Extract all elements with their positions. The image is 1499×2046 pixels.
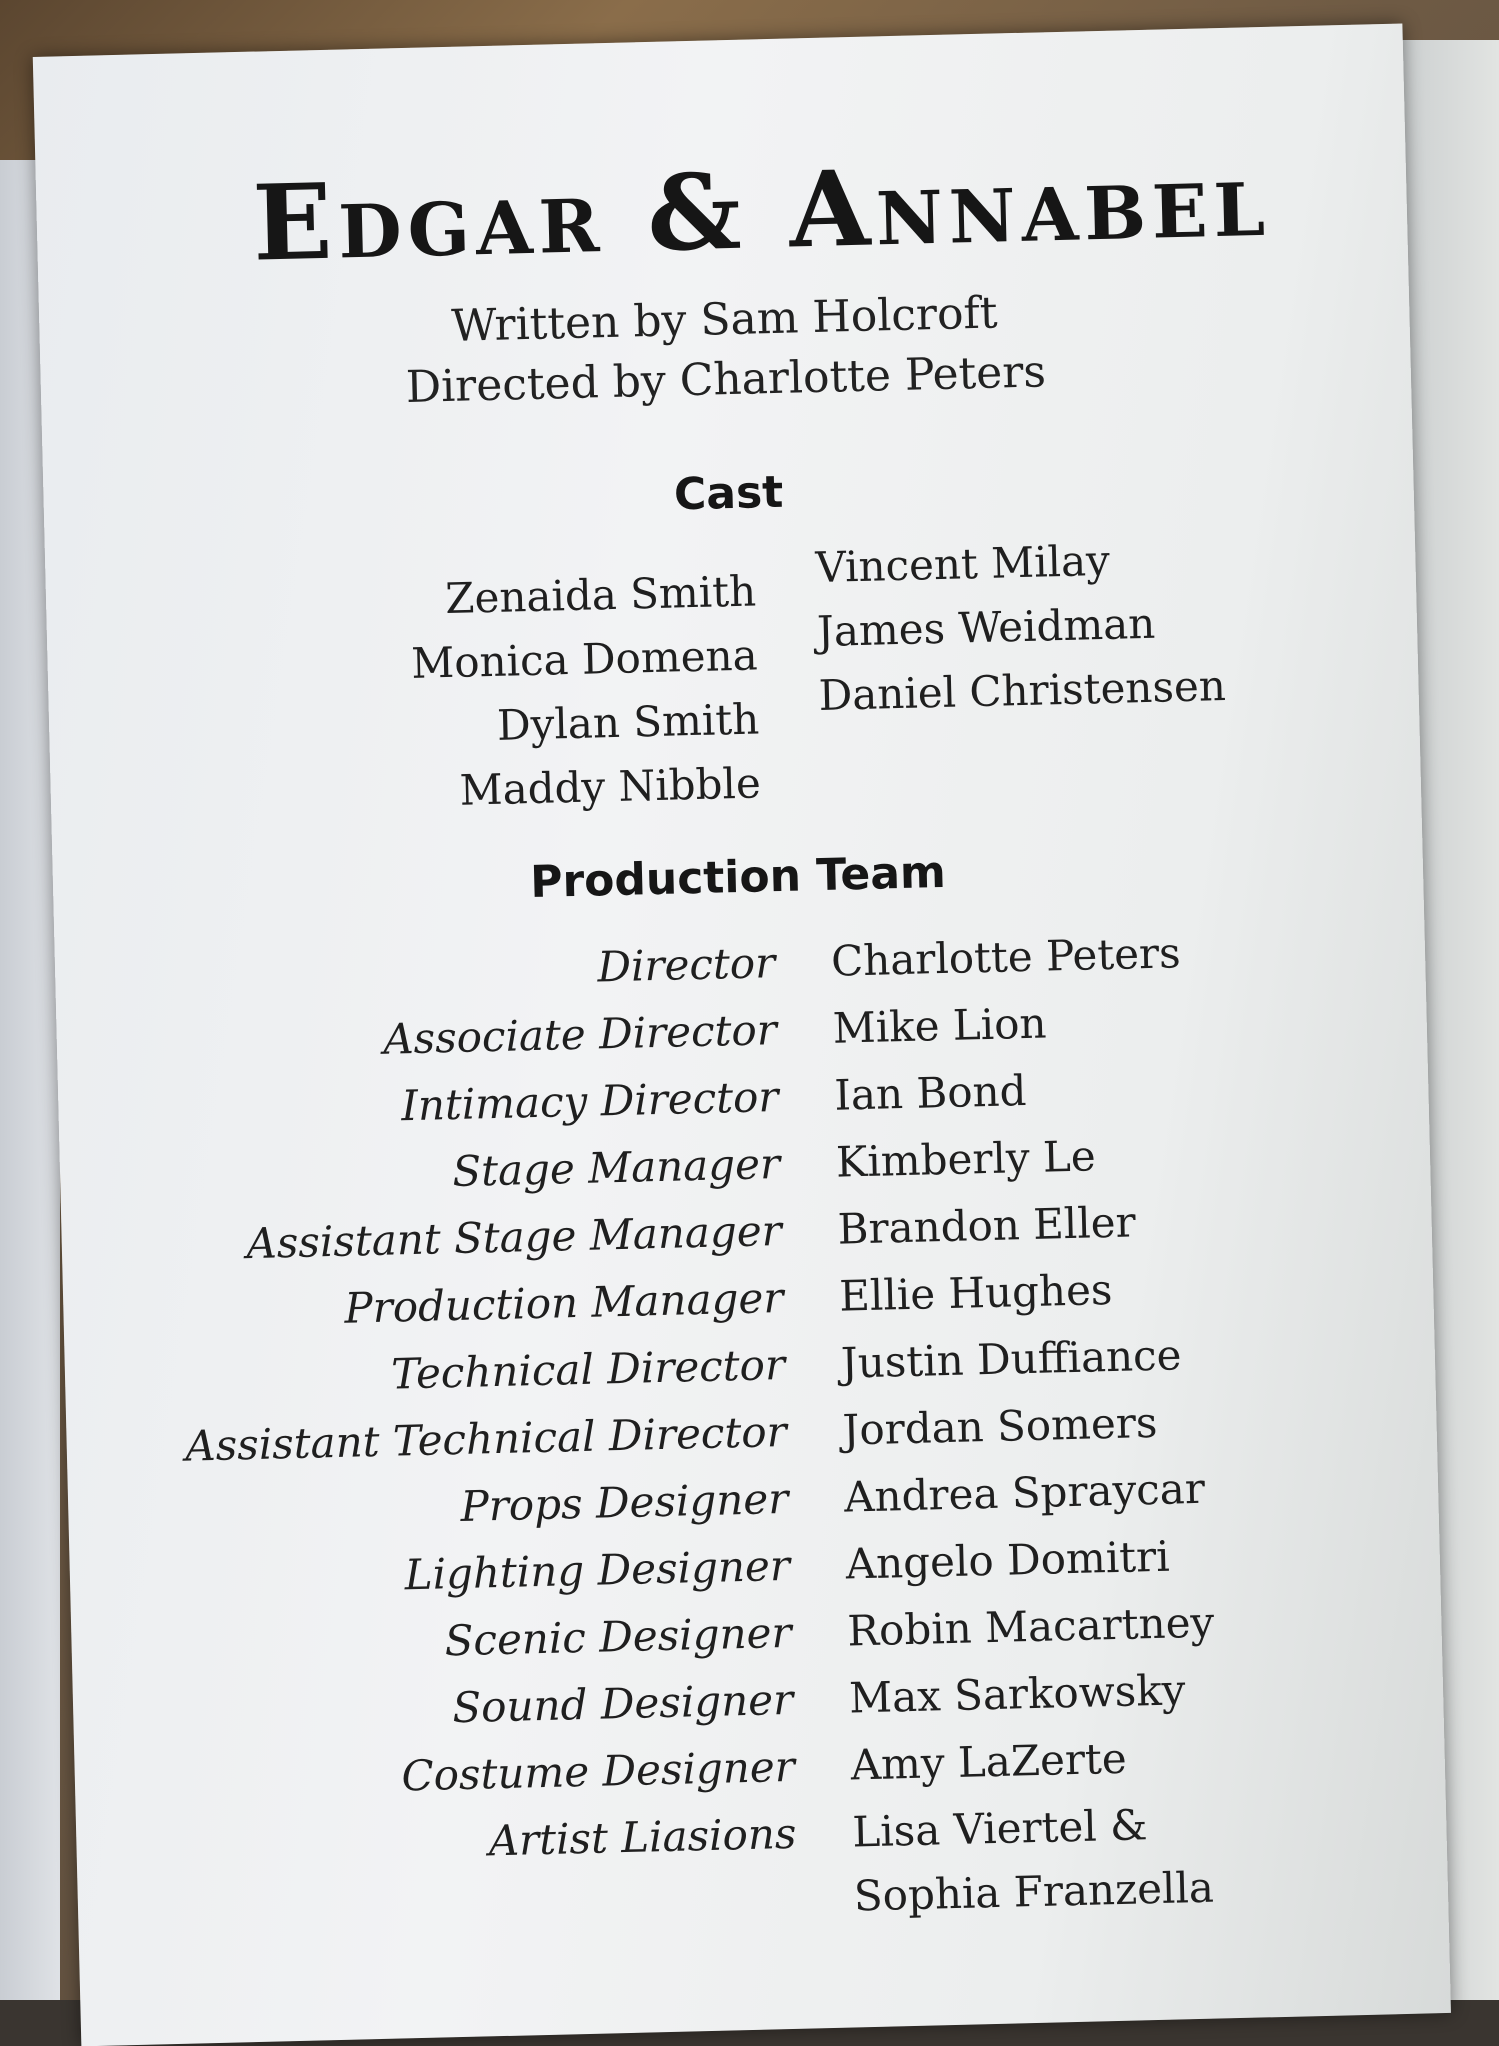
cast-member: Monica Domena (410, 630, 759, 688)
production-team-heading: Production Team (529, 846, 947, 909)
team-member (830, 916, 1391, 994)
team-role: Artist Liasions (488, 1808, 797, 1866)
cast-member: Zenaida Smith (444, 566, 757, 624)
team-member-name: Ian Bond (833, 1066, 1028, 1120)
team-member (845, 1519, 1406, 1597)
team-role: Sound Designer (451, 1674, 794, 1733)
team-role: Technical Director (390, 1339, 786, 1399)
team-member (852, 1787, 1415, 1929)
team-member-name: Lisa Viertel & (851, 1800, 1149, 1857)
cast-member: Daniel Christensen (817, 661, 1227, 720)
cast-member: Dylan Smith (496, 694, 760, 750)
team-member (839, 1251, 1400, 1329)
team-member (832, 983, 1393, 1061)
program-page (33, 24, 1451, 2046)
team-member (848, 1653, 1409, 1731)
team-member-name: Amy LaZerte (850, 1733, 1128, 1790)
cast-column-right (815, 523, 1340, 728)
team-member-name: Ellie Hughes (838, 1264, 1113, 1321)
team-member-name: Justin Duffiance (840, 1330, 1183, 1388)
team-member (842, 1385, 1403, 1463)
team-role: Assistant Stage Manager (245, 1206, 783, 1269)
director-credit: Directed by Charlotte Peters (405, 346, 1047, 413)
team-member-name: Charlotte Peters (830, 928, 1182, 986)
team-member-name: Max Sarkowsky (848, 1665, 1186, 1723)
team-role: Associate Director (382, 1005, 778, 1064)
team-member-name: Brandon Eller (837, 1197, 1137, 1254)
production-team-list (95, 915, 1438, 1921)
play-title: Edgar & Annabel (251, 136, 1273, 285)
team-role: Assistant Technical Director (184, 1406, 788, 1471)
team-member-name: Angelo Domitri (845, 1531, 1171, 1589)
team-member (835, 1117, 1396, 1195)
team-role: Production Manager (343, 1273, 784, 1333)
team-role: Costume Designer (400, 1741, 796, 1801)
team-member (834, 1050, 1395, 1128)
team-member-name: Andrea Spraycar (843, 1463, 1206, 1522)
team-member-name: Kimberly Le (835, 1131, 1097, 1187)
team-role: Stage Manager (451, 1139, 781, 1197)
team-role: Scenic Designer (444, 1607, 793, 1666)
team-member-name: Jordan Somers (841, 1397, 1158, 1455)
cast-heading: Cast (673, 466, 784, 521)
team-member-name-second-line: Sophia Franzella (853, 1862, 1215, 1921)
team-member (840, 1318, 1401, 1396)
cast-member: Maddy Nibble (459, 758, 762, 815)
team-member-name: Robin Macartney (846, 1597, 1215, 1656)
writer-credit: Written by Sam Holcroft (450, 287, 999, 352)
team-member (847, 1586, 1408, 1664)
team-role: Intimacy Director (400, 1072, 779, 1131)
team-role: Props Designer (459, 1473, 789, 1531)
cast-column-left (225, 559, 761, 828)
cast-member: Vincent Milay (814, 535, 1111, 592)
team-member-name: Mike Lion (832, 998, 1048, 1053)
team-member (850, 1720, 1411, 1798)
team-role: Lighting Designer (404, 1540, 791, 1600)
cast-member: James Weidman (816, 598, 1156, 656)
team-member (843, 1452, 1404, 1530)
team-role: Director (596, 938, 776, 992)
team-member (837, 1184, 1398, 1262)
